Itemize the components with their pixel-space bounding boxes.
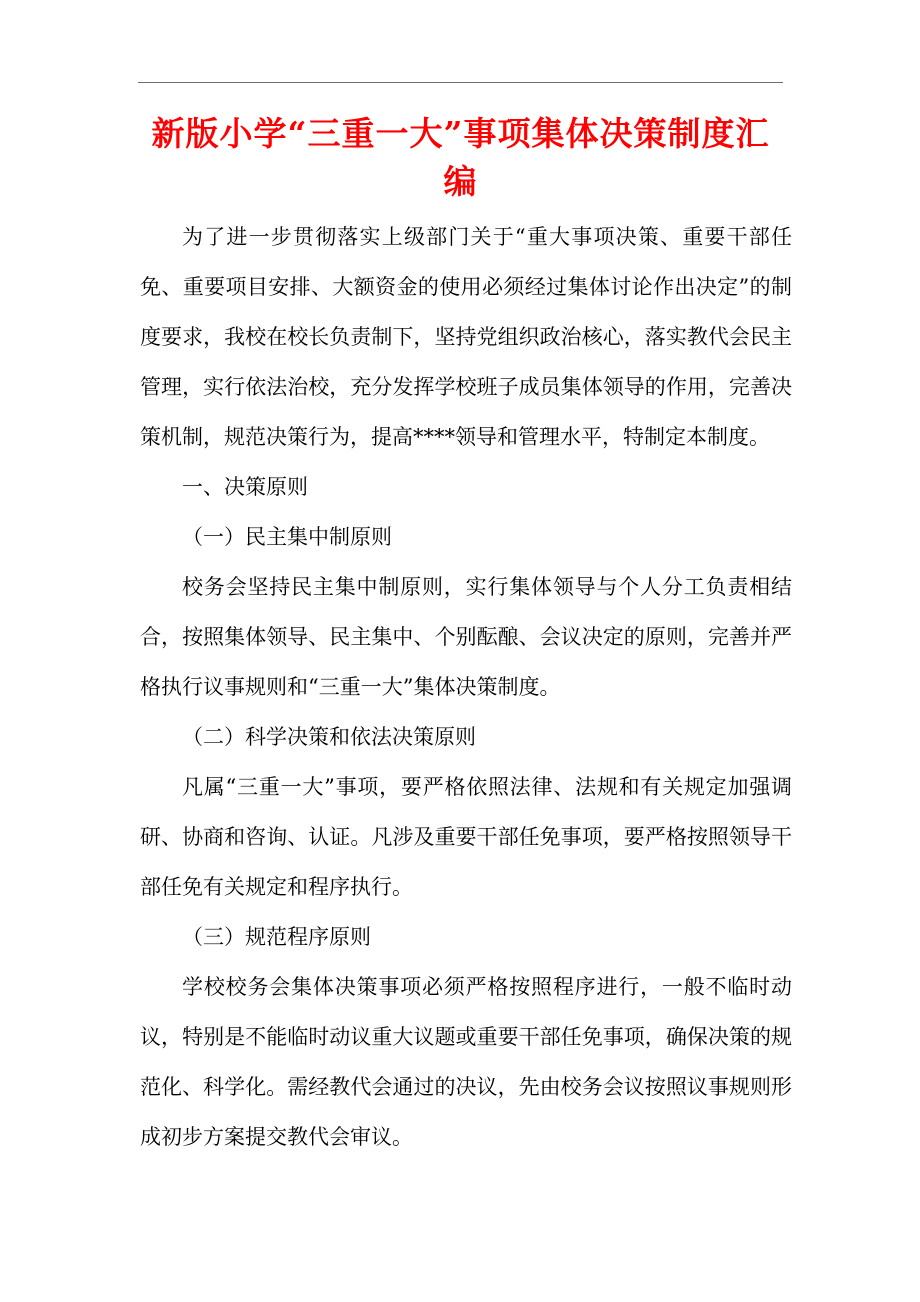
section-heading-principles: 一、决策原则 xyxy=(182,475,308,499)
document-title: 新版小学“三重一大”事项集体决策制度汇编 xyxy=(151,114,770,201)
intro-paragraph: 为了进一步贯彻落实上级部门关于“重大事项决策、重要干部任免、重要项目安排、大额资金的使用必须经过集体讨论作出决定”的制度要求，我校在校长负责制下，坚持党组织政治核心，落实教代会民主管理，实行依法治校，充分发挥学校班子成员集体领导的作用，完善决策机制，规范决策行为，提高****领导和管理水平，特制定本制度。 xyxy=(140,225,792,449)
header-rule xyxy=(138,82,783,83)
paragraph-democratic-centralism: 校务会坚持民主集中制原则，实行集体领导与个人分工负责相结合，按照集体领导、民主集中、个别酝酿、会议决定的原则，完善并严格执行议事规则和“三重一大”集体决策制度。 xyxy=(140,575,792,699)
paragraph-standard-procedure: 学校校务会集体决策事项必须严格按照程序进行，一般不临时动议，特别是不能临时动议重大议题或重要干部任免事项，确保决策的规范化、科学化。需经教代会通过的决议，先由校务会议按照议事规则形成初步方案提交教代会审议。 xyxy=(140,975,792,1149)
subsection-heading-standard-procedure: （三）规范程序原则 xyxy=(182,925,371,949)
document-body xyxy=(140,212,792,1162)
paragraph-scientific-decision: 凡属“三重一大”事项，要严格依照法律、法规和有关规定加强调研、协商和咨询、认证。凡涉及重要干部任免事项，要严格按照领导干部任免有关规定和程序执行。 xyxy=(140,775,792,899)
subsection-heading-democratic-centralism: （一）民主集中制原则 xyxy=(182,525,392,549)
subsection-heading-scientific-decision: （二）科学决策和依法决策原则 xyxy=(182,725,476,749)
